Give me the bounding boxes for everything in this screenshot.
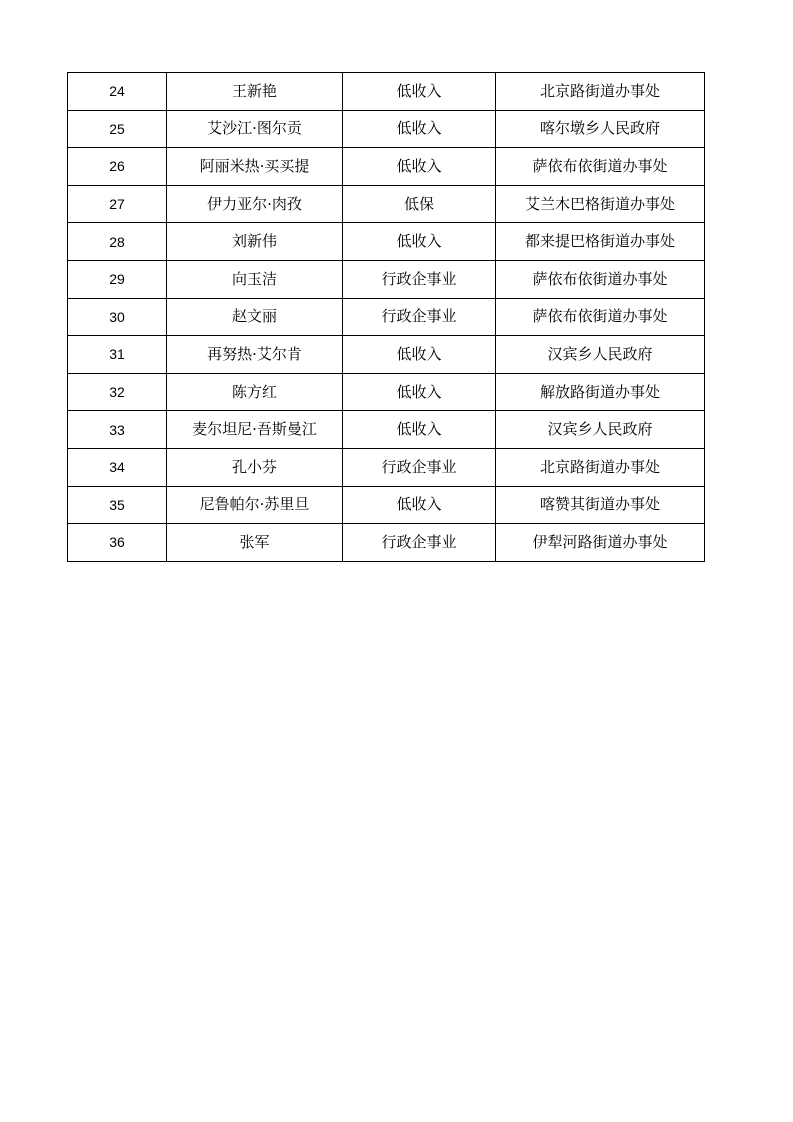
roster-table-body [68,73,705,562]
person-name: 伊力亚尔·肉孜 [167,185,343,223]
table-row [68,223,705,261]
category: 低收入 [343,223,496,261]
work-unit: 都来提巴格街道办事处 [496,223,705,261]
person-name: 尼鲁帕尔·苏里旦 [167,486,343,524]
work-unit: 北京路街道办事处 [496,73,705,111]
person-name: 阿丽米热·买买提 [167,148,343,186]
person-name: 艾沙江·图尔贡 [167,110,343,148]
table-row [68,486,705,524]
category: 低收入 [343,486,496,524]
category: 行政企事业 [343,298,496,336]
work-unit: 喀赞其街道办事处 [496,486,705,524]
person-name: 向玉洁 [167,260,343,298]
category: 低收入 [343,336,496,374]
row-number: 27 [68,185,167,223]
work-unit: 汉宾乡人民政府 [496,336,705,374]
row-number: 29 [68,260,167,298]
row-number: 24 [68,73,167,111]
person-name: 麦尔坦尼·吾斯曼江 [167,411,343,449]
work-unit: 伊犁河路街道办事处 [496,524,705,562]
table-row [68,411,705,449]
category: 低保 [343,185,496,223]
table-row [68,260,705,298]
work-unit: 萨依布依街道办事处 [496,148,705,186]
person-name: 再努热·艾尔肯 [167,336,343,374]
row-number: 33 [68,411,167,449]
row-number: 26 [68,148,167,186]
table-row [68,336,705,374]
row-number: 35 [68,486,167,524]
table-row [68,524,705,562]
row-number: 25 [68,110,167,148]
category: 低收入 [343,148,496,186]
table-row [68,110,705,148]
work-unit: 北京路街道办事处 [496,448,705,486]
category: 行政企事业 [343,448,496,486]
person-name: 赵文丽 [167,298,343,336]
work-unit: 解放路街道办事处 [496,373,705,411]
category: 行政企事业 [343,524,496,562]
category: 低收入 [343,73,496,111]
roster-table [67,72,705,562]
row-number: 28 [68,223,167,261]
person-name: 陈方红 [167,373,343,411]
work-unit: 萨依布依街道办事处 [496,298,705,336]
table-row [68,185,705,223]
work-unit: 萨依布依街道办事处 [496,260,705,298]
row-number: 36 [68,524,167,562]
person-name: 张军 [167,524,343,562]
work-unit: 艾兰木巴格街道办事处 [496,185,705,223]
person-name: 王新艳 [167,73,343,111]
category: 低收入 [343,373,496,411]
row-number: 30 [68,298,167,336]
row-number: 31 [68,336,167,374]
row-number: 32 [68,373,167,411]
work-unit: 汉宾乡人民政府 [496,411,705,449]
category: 低收入 [343,110,496,148]
work-unit: 喀尔墩乡人民政府 [496,110,705,148]
category: 低收入 [343,411,496,449]
category: 行政企事业 [343,260,496,298]
table-row [68,373,705,411]
row-number: 34 [68,448,167,486]
table-row [68,73,705,111]
person-name: 孔小芬 [167,448,343,486]
table-row [68,298,705,336]
person-name: 刘新伟 [167,223,343,261]
table-row [68,448,705,486]
table-row [68,148,705,186]
